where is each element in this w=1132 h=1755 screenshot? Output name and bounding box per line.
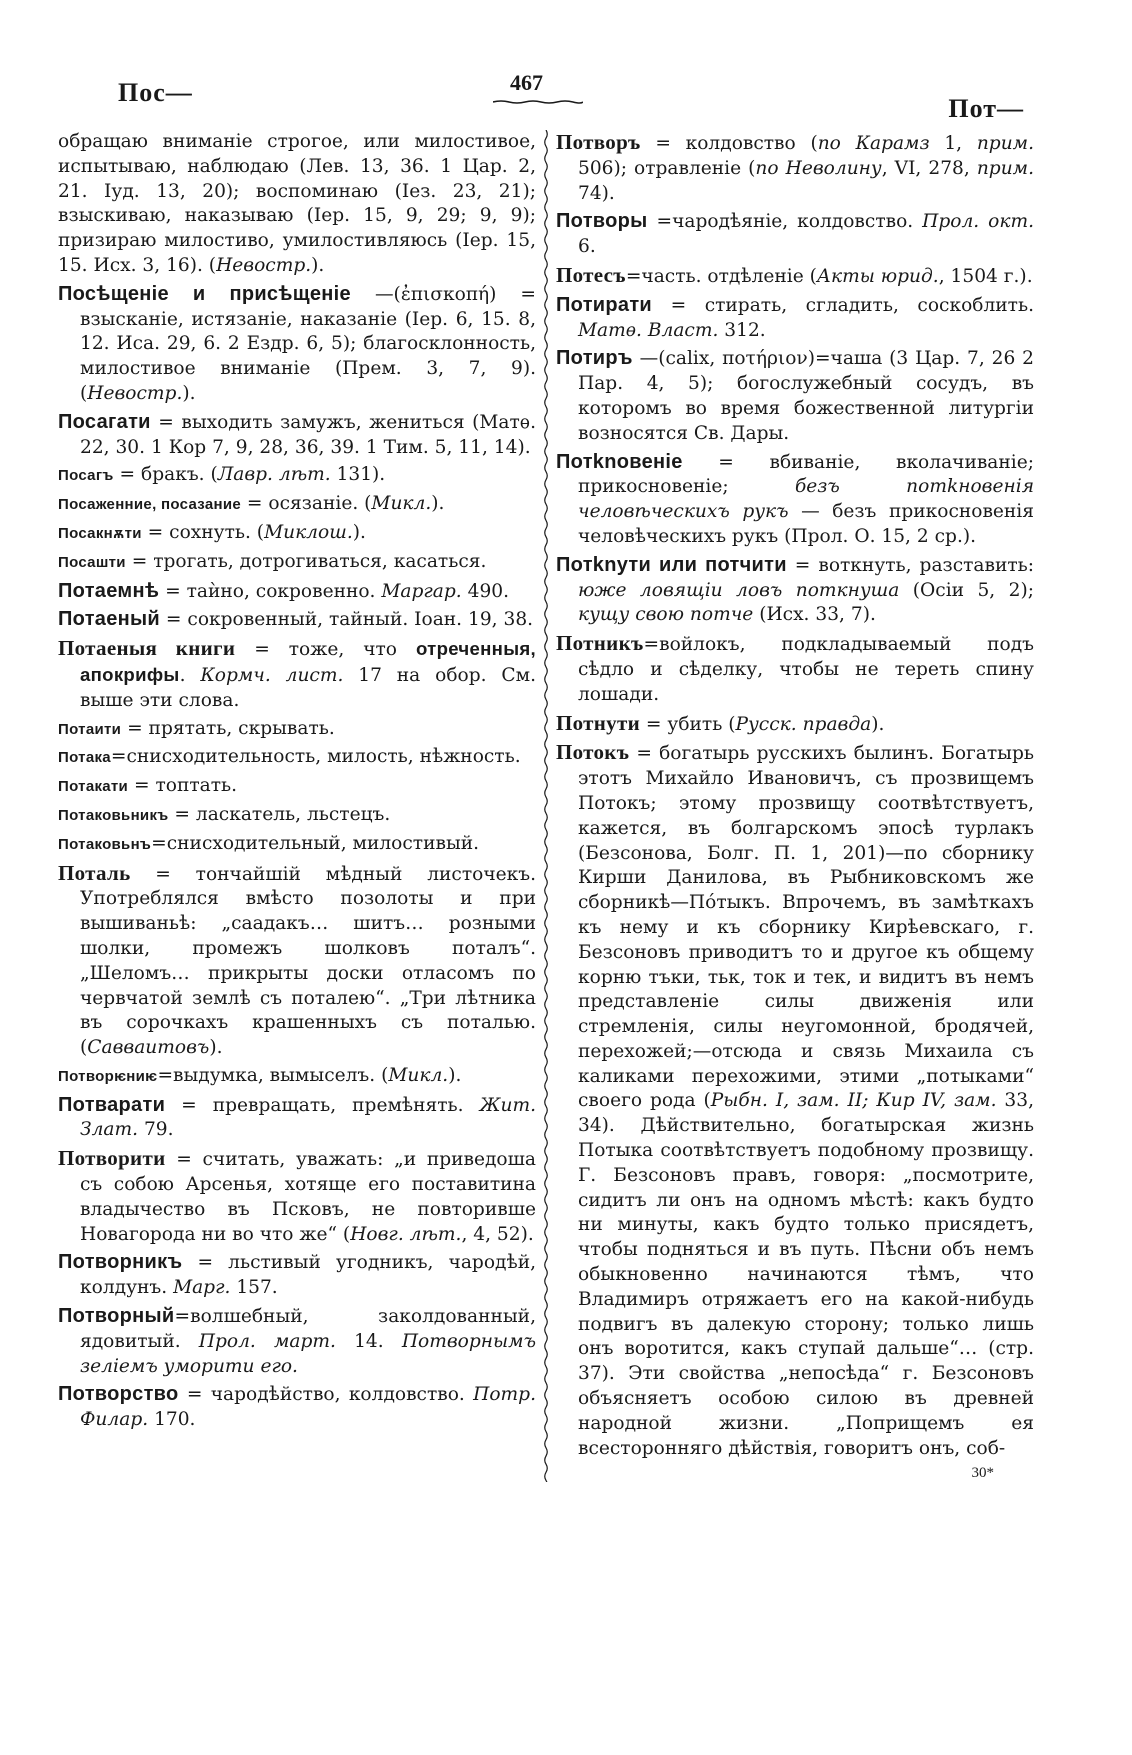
dictionary-entry <box>58 717 536 743</box>
definition-text: ). <box>448 1064 462 1086</box>
citation-italic: Микл. <box>371 493 432 515</box>
definition-text: = осязаніе. ( <box>241 493 372 515</box>
citation-italic: Саввaитовъ <box>87 1037 210 1059</box>
citation-italic: Прол. март. <box>198 1330 336 1352</box>
headword: Поталь <box>58 860 131 885</box>
definition-text: 312. <box>718 319 766 341</box>
definition-text: — безъ прикосновенія человѣческихъ рукъ (Прол. О. 15, 2 ср.). <box>578 501 1034 547</box>
two-column-body <box>58 130 1034 1482</box>
headword: Потворникъ <box>58 1251 183 1274</box>
dictionary-entry <box>58 607 536 633</box>
definition-text: 506); отравленіе ( <box>578 157 756 179</box>
citation-italic: Миклош. <box>264 521 353 543</box>
citation-italic: Прол. окт. <box>922 211 1034 233</box>
dictionary-entry <box>556 263 1034 290</box>
dictionary-entry <box>556 209 1034 260</box>
dictionary-entry <box>58 463 536 489</box>
citation-italic: по Карамз <box>817 133 930 154</box>
headword: Потknовеніе <box>556 450 683 473</box>
definition-text: = прятать, скрывать. <box>121 717 335 739</box>
citation-italic: по Неволину <box>755 157 882 179</box>
definition-text: =снисходительность, милость, нѣжность. <box>110 746 521 768</box>
definition-text: = льстивый угодникъ, чародѣй, колдунъ. <box>80 1252 536 1299</box>
definition-text: ). <box>209 1037 223 1059</box>
definition-text: , 1504 г.). <box>938 265 1033 287</box>
headword: Потиръ <box>556 347 633 370</box>
dictionary-entry <box>58 861 536 1061</box>
definition-text: =часть. отдѣленіе ( <box>625 265 817 287</box>
definition-text: ). <box>871 713 885 735</box>
headword: Потаеный <box>58 608 160 631</box>
citation-italic: Рыбн. I, зам. II; Кир IV, зам. <box>710 1090 997 1112</box>
definition-text: = колдовство ( <box>640 133 818 154</box>
citation-italic: Микл. <box>388 1064 449 1086</box>
definition-text: 490. <box>461 580 510 602</box>
definition-text: ). <box>431 493 445 515</box>
citation-italic: Потворнымъ зеліемъ уморити его. <box>80 1330 536 1377</box>
citation-italic: кущу свою потче <box>578 604 754 626</box>
definition-text: = стирать, сгладить, соскоблить. <box>652 294 1034 316</box>
definition-text: . <box>179 664 201 686</box>
headword: Потknути или потчити <box>556 553 787 576</box>
headword: Посакнѫти <box>58 524 142 542</box>
definition-text: 1, <box>929 133 977 154</box>
dictionary-entry <box>556 631 1034 707</box>
definition-text: ). <box>311 254 325 276</box>
dictionary-entry <box>58 1304 536 1379</box>
citation-italic: безъ потkновенія человѣческихъ рукъ <box>578 476 1035 523</box>
signature-mark: 30* <box>971 1465 994 1482</box>
dictionary-entry <box>58 832 536 858</box>
dictionary-entry <box>58 1146 536 1247</box>
definition-text: 131). <box>330 464 386 486</box>
dictionary-entry <box>58 1064 536 1090</box>
definition-text: —(ἐπισκοπή) = взысканіе, истязаніе, наказаніе (Іер. 6, 15. 8, 12. Иса. 29, 6. 2 Ездр. 6, 5); благосклонность, милостивое вниманіе (Прем. 3, 7, 9). ( <box>80 283 536 404</box>
definition-text: = бракъ. ( <box>113 464 218 486</box>
left-column <box>58 130 536 1436</box>
headword: Посашти <box>58 553 126 571</box>
definition-bold: отреченныя, апокрифы <box>80 638 536 685</box>
page-number: 467 <box>510 70 543 95</box>
citation-italic: юже ловящіи ловъ поткнуша <box>578 579 900 601</box>
headword: Посагъ <box>58 467 114 485</box>
definition-text: =выдумка, вымыселъ. ( <box>157 1064 389 1086</box>
definition-text: 170. <box>148 1409 196 1431</box>
running-head-left: Пос— <box>118 78 193 107</box>
definition-text: = сокровенный, тайный. Іоан. 19, 38. <box>160 609 534 631</box>
definition-text: (Исх. 33, 7). <box>753 604 876 626</box>
headword: Потакати <box>58 778 129 796</box>
definition-text: = сохнуть. ( <box>141 521 265 543</box>
dictionary-entry <box>556 711 1034 738</box>
definition-text: =волшебный, заколдованный, ядовитый. <box>80 1306 536 1352</box>
citation-italic: Матѳ. Власт. <box>578 319 719 341</box>
headword: Потнути <box>556 710 640 735</box>
dictionary-entry <box>58 410 536 461</box>
headword: Потака <box>58 749 111 767</box>
citation-italic: Лавр. лѣт. <box>217 464 331 486</box>
definition-text: , VI, 278, <box>881 157 977 179</box>
definition-text: = вбиваніе, вколачиваніе; прикосновеніе; <box>578 451 1034 498</box>
definition-text: 157. <box>230 1277 278 1299</box>
definition-text: = трогать, дотрогиваться, касаться. <box>125 550 487 572</box>
column-divider <box>543 130 549 1482</box>
right-column-entries <box>556 130 1034 1461</box>
headword: Потворство <box>58 1383 179 1406</box>
citation-italic: Невостр. <box>216 254 312 276</box>
headword: Посѣщеніе и присѣщеніе <box>58 282 351 305</box>
headword: Потварати <box>58 1093 166 1116</box>
definition-text: = ласкатель, льстецъ. <box>168 803 391 825</box>
headword: Потаити <box>58 720 122 738</box>
definition-text: (Осіи 5, 2); <box>899 579 1034 601</box>
definition-text: 79. <box>138 1119 174 1141</box>
headword: Потаеныя книги <box>58 636 236 661</box>
dictionary-entry <box>58 550 536 576</box>
dictionary-entry <box>58 1250 536 1301</box>
definition-text: , 4, 52). <box>461 1223 534 1245</box>
headword: Потворѥниѥ <box>58 1067 158 1085</box>
definition-text: = считать, уважать: „и приведоша съ собою Арсенья, хотяще его поставитина владычество въ Псковъ, не повторивше Новагорода ни во что же“ ( <box>80 1149 536 1245</box>
definition-text: ). <box>352 521 366 543</box>
dictionary-entry <box>58 745 536 771</box>
headword: Потворы <box>556 210 648 233</box>
dictionary-entry <box>556 130 1034 206</box>
page-number-rule <box>493 100 583 104</box>
citation-italic: Жит. Злат. <box>80 1094 536 1141</box>
running-head-right: Пот— <box>948 94 1024 123</box>
citation-italic: Русск. правда <box>735 713 872 735</box>
headword: Потесъ <box>556 262 626 287</box>
dictionary-entry <box>556 346 1034 446</box>
definition-text: = тончайшій мѣдный листочекъ. Употреблялся вмѣсто позолоты и при вышиваньѣ: „саадакъ… шитъ… розными шолки, промежъ шолковъ поталъ“. „Шеломъ… прикрыты доски отласомъ по червчатой землѣ съ поталею“. „Три лѣтника въ сорочкахъ крашенныхъ съ поталью. ( <box>80 863 536 1059</box>
column-divider-area <box>536 130 556 1482</box>
definition-text: 6. <box>578 236 596 258</box>
headword: Потаковьникъ <box>58 806 169 824</box>
citation-italic: Кормч. лист. <box>200 664 344 686</box>
citation-italic: Маргар. <box>381 580 462 602</box>
headword: Посаженние, посазание <box>58 496 242 514</box>
definition-text: =снисходительный, милостивый. <box>151 832 480 854</box>
right-column <box>556 130 1034 1482</box>
dictionary-entry <box>58 636 536 713</box>
entry-continuation <box>58 130 536 279</box>
headword: Потокъ <box>556 740 630 765</box>
definition-text: = тоже, что <box>235 639 416 661</box>
definition-text: = топтать. <box>128 775 238 797</box>
definition-text: 33, 34). Дѣйствительно, богатырская жизнь Потыка соотвѣтствуетъ подобному прозвищу. Г. Безсоновъ правъ, говоря: „посмотрите, сидитъ ли онъ на одномъ мѣстѣ: какъ будто ни минуты, какъ будто только присядетъ, чтобы подняться и въ путь. Пѣсни объ немъ обыкновенно начинаются тѣмъ, что Владимиръ отряжаетъ его на какой-нибудь подвигъ въ далекую сторону; только лишь онъ воротится, какъ ступай дальше“… (стр. 37). Эти свойства „непосѣда“ г. Безсоновъ объясняетъ особою силою въ древней народной жизни. „Поприщемъ ея всесторонняго дѣйствія, говоритъ онъ, соб- <box>578 1090 1034 1459</box>
dictionary-entry <box>58 1382 536 1433</box>
dictionary-entry <box>58 282 536 407</box>
headword: Потникъ <box>556 631 644 656</box>
citation-italic: Потр. Филар. <box>80 1384 536 1431</box>
definition-text: =войлокъ, подкладываемый подъ сѣдло и сѣделку, чтобы не тереть спину лошади. <box>578 634 1034 705</box>
dictionary-entry <box>58 803 536 829</box>
definition-text: = таѝно, сокровенно. <box>159 580 382 602</box>
citation-italic: Новг. лѣт. <box>350 1223 462 1245</box>
dictionary-entry <box>58 1093 536 1144</box>
dictionary-entry <box>556 740 1034 1461</box>
headword: Потворный <box>58 1305 175 1328</box>
citation-italic: Акты юрид. <box>816 265 939 287</box>
citation-italic: Невостр. <box>87 382 183 404</box>
definition-text: = воткнуть, разставить: <box>786 554 1035 576</box>
citation-italic: Марг. <box>173 1277 231 1299</box>
dictionary-entry <box>58 579 536 605</box>
definition-text: 14. <box>335 1330 402 1352</box>
definition-text: 74). <box>578 182 615 204</box>
definition-text: —(calix, ποτήριον)=чаша (3 Цар. 7, 26 2 Пар. 4, 5); богослужебный сосудъ, въ которомъ во время божественной литургіи возносятся Св. Дары. <box>578 348 1034 444</box>
dictionary-entry <box>556 450 1034 550</box>
dictionary-entry <box>58 774 536 800</box>
headword: Посагати <box>58 410 151 433</box>
definition-text: = богатырь русскихъ былинъ. Богатырь этотъ Михайло Ивановичъ, съ прозвищемъ Потокъ; этому прозвищу соотвѣтствуетъ, кажется, въ болгарскомъ эпосѣ турлакъ (Безсонова, Болг. П. 1, 201)—по сборнику Кирши Данилова, въ Рыбниковскомъ же сборникѣ—Пóтыкъ. Впрочемъ, въ замѣткахъ къ нему и къ сборнику Кирѣевскаго, г. Безсоновъ приводитъ то и другое къ общему корню тъки, тьк, ток и тек, и видитъ въ немъ представленіе силы движенія или стремленія, силы неугомонной, бродячей, перехожей;—отсюда и связь Михаила съ каликами перехожими, этими „потыками“ своего рода ( <box>578 743 1034 1112</box>
headword: Потаемнѣ <box>58 579 160 602</box>
citation-italic: прим. <box>976 157 1034 179</box>
headword: Потирати <box>556 293 653 316</box>
definition-text: = чародѣйство, колдовство. <box>178 1384 474 1406</box>
headword: Потаковьнъ <box>58 835 152 853</box>
dictionary-entry <box>556 293 1034 344</box>
headword: Потворъ <box>556 130 641 154</box>
dictionary-entry <box>58 521 536 547</box>
dictionary-entry <box>556 553 1034 628</box>
definition-text: =чародѣяніе, колдовство. <box>647 211 923 233</box>
definition-text: 17 на обор. См. выше эти слова. <box>80 664 536 711</box>
definition-text: = убить ( <box>640 713 736 735</box>
headword: Потворити <box>58 1146 166 1171</box>
citation-italic: прим. <box>976 133 1034 154</box>
page-header <box>58 70 1074 130</box>
dictionary-entry <box>58 492 536 518</box>
definition-text: = выходить замужъ, жениться (Матѳ. 22, 30. 1 Кор 7, 9, 28, 36, 39. 1 Тим. 5, 11, 14). <box>80 411 536 458</box>
definition-text: ). <box>182 382 196 404</box>
definition-text: обращаю вниманіе строгое, или милостивое, испытываю, наблюдаю (Лев. 13, 36. 1 Цар. 2, 21. Іуд. 13, 20); воспоминаю (Іез. 23, 21); взыскиваю, наказываю (Іер. 15, 9, 29; 9, 9); призираю милостиво, умилостивляюсь (Іер. 15, 15. Исх. 3, 16). ( <box>58 131 536 276</box>
definition-text: = превращать, премѣнять. <box>165 1094 480 1116</box>
